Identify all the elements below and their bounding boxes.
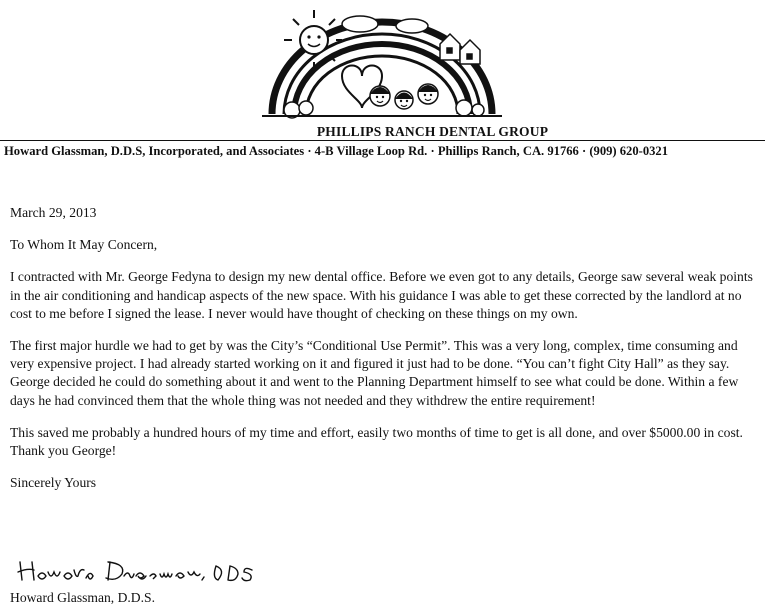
letter-paragraph-1: I contracted with Mr. George Fedyna to design my new dental office. Before we even got to any details, George saw several weak points in the air conditioning and handicap aspects of the new space. With his guidance I was able to get these corrected by the landlord at no cost to me before I signed the lease. I never would have thought of checking on these things on my own.	[10, 269, 753, 321]
letter-salutation: To Whom It May Concern,	[10, 237, 158, 253]
letter-closing: Sincerely Yours	[10, 475, 97, 491]
letter-paragraph-2: The first major hurdle we had to get by was the City’s “Conditional Use Permit”. This was a very long, complex, time consuming and very expensive project. I had already started working on it and figured it just had to be done. “You can’t fight City Hall” as they say. George decided he could do something about it and went to the Planning Department himself to see what could be done. Within a few days he had convinced them that the whole thing was not needed and they withdrew the entire requirement!	[10, 338, 739, 408]
org-name: PHILLIPS RANCH DENTAL GROUP	[316, 124, 549, 139]
header-divider	[0, 140, 765, 141]
handwritten-signature	[16, 556, 266, 588]
children-icon	[370, 84, 438, 109]
signer-name: Howard Glassman, D.D.S.	[10, 590, 155, 605]
letter-date: March 29, 2013	[10, 205, 97, 220]
address-line: Howard Glassman, D.D.S, Incorporated, and Associates · 4-B Village Loop Rd. · Phillips Ranch, CA. 91766 · (909) 620-0321	[4, 144, 669, 158]
letter-body	[10, 204, 762, 506]
dental-group-logo-illustration	[262, 4, 502, 126]
houses-icon	[440, 34, 480, 64]
letter-paragraph-3: This saved me probably a hundred hours of my time and effort, easily two months of time to get is all done, and over $5000.00 in cost. Thank you George!	[10, 424, 743, 459]
